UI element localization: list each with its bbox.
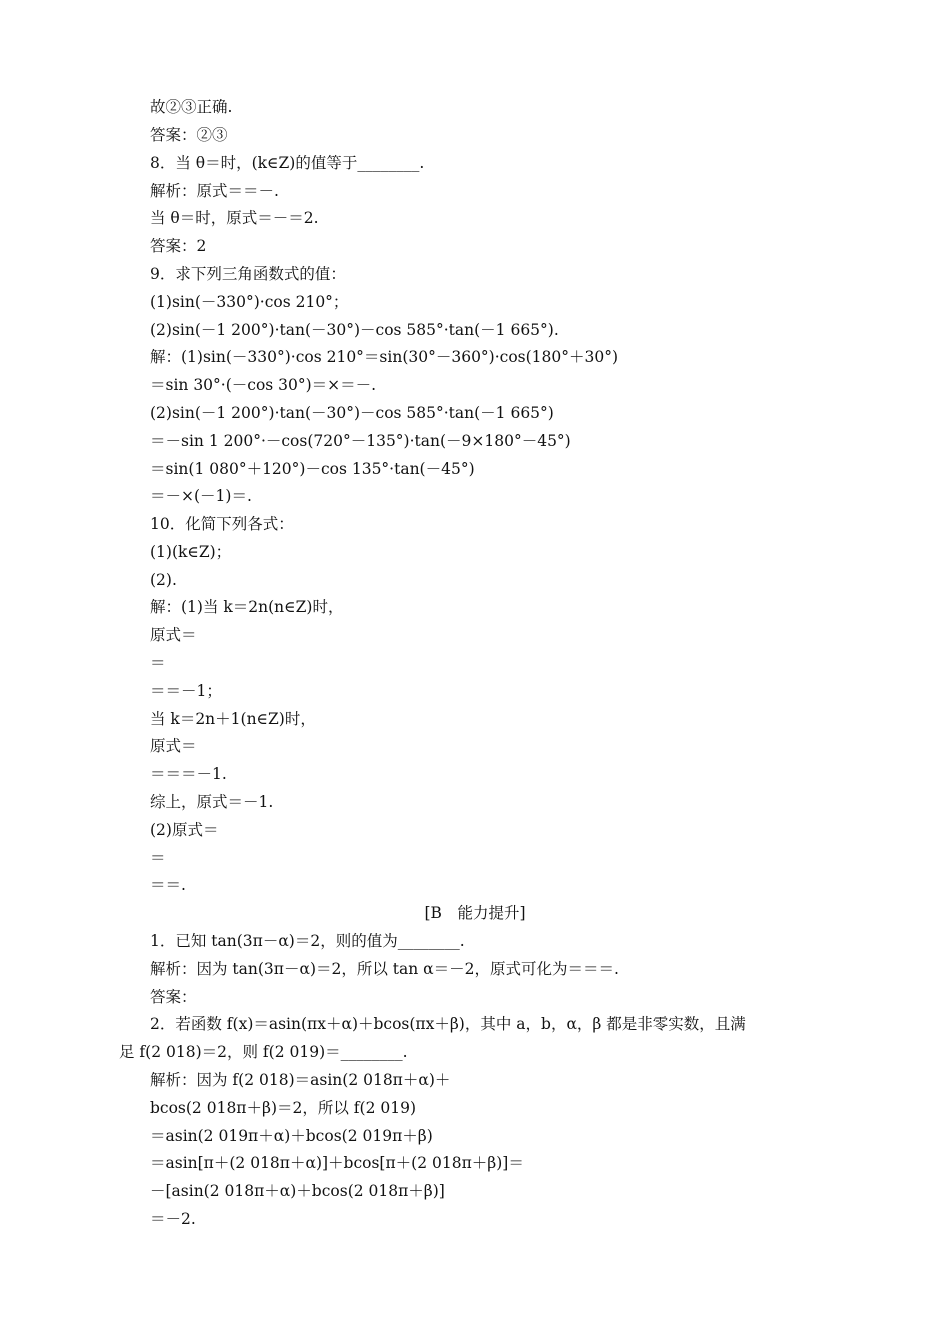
text-line: (1)(k∈Z)； xyxy=(150,543,232,561)
text-line: 答案： xyxy=(150,988,197,1006)
text-line: (2)sin(－1 200°)·tan(－30°)－cos 585°·tan(－1 665°). xyxy=(150,321,559,339)
text-line: 当 k＝2n＋1(n∈Z)时， xyxy=(150,710,316,728)
text-line: 综上，原式＝－1. xyxy=(150,793,274,811)
text-line: ＝＝. xyxy=(150,876,186,894)
text-line: －[asin(2 018π＋α)＋bcos(2 018π＋β)] xyxy=(150,1182,445,1200)
text-line: 足 f(2 018)＝2，则 f(2 019)＝________. xyxy=(119,1043,408,1061)
text-line: 原式＝ xyxy=(150,626,197,644)
text-line: 故②③正确. xyxy=(150,98,233,116)
text-line: 解析：因为 f(2 018)＝asin(2 018π＋α)＋ xyxy=(150,1071,451,1089)
text-line: 答案：②③ xyxy=(150,126,228,144)
text-line: ＝sin 30°·(－cos 30°)＝×＝－. xyxy=(150,376,377,394)
text-line: 2．若函数 f(x)＝asin(πx＋α)＋bcos(πx＋β)，其中 a，b，α，β 都是非零实数，且满 xyxy=(150,1015,746,1033)
text-line: 8．当 θ＝时，(k∈Z)的值等于________. xyxy=(150,154,425,172)
text-line: bcos(2 018π＋β)＝2，所以 f(2 019) xyxy=(150,1099,416,1117)
text-line: 解：(1)sin(－330°)·cos 210°＝sin(30°－360°)·cos(180°＋30°) xyxy=(150,348,619,366)
text-line: 当 θ＝时，原式＝－＝2. xyxy=(150,209,319,227)
text-line: (2)原式＝ xyxy=(150,821,219,839)
text-line: ＝－×(－1)＝. xyxy=(150,487,252,505)
text-line: 原式＝ xyxy=(150,737,197,755)
text-line: ＝＝＝－1. xyxy=(150,765,227,783)
text-line: ＝－2. xyxy=(150,1210,196,1228)
text-line: ＝sin(1 080°＋120°)－cos 135°·tan(－45°) xyxy=(150,460,475,478)
text-line: ＝asin[π＋(2 018π＋α)]＋bcos[π＋(2 018π＋β)]＝ xyxy=(150,1154,524,1172)
text-line: (1)sin(－330°)·cos 210°； xyxy=(150,293,349,311)
section-heading: [B 能力提升] xyxy=(424,904,526,922)
text-line: ＝ xyxy=(150,849,166,867)
text-line: ＝－sin 1 200°·－cos(720°－135°)·tan(－9×180°－45°) xyxy=(150,432,571,450)
text-line: 9．求下列三角函数式的值： xyxy=(150,265,346,283)
text-line: 解析：原式＝＝－. xyxy=(150,182,279,200)
text-line: ＝＝－1； xyxy=(150,682,222,700)
text-line: ＝asin(2 019π＋α)＋bcos(2 019π＋β) xyxy=(150,1127,433,1145)
text-line: 解析：因为 tan(3π－α)＝2，所以 tan α＝－2，原式可化为＝＝＝. xyxy=(150,960,619,978)
text-line: (2). xyxy=(150,571,177,589)
text-line: (2)sin(－1 200°)·tan(－30°)－cos 585°·tan(－1 665°) xyxy=(150,404,554,422)
text-line: 1．已知 tan(3π－α)＝2，则的值为________. xyxy=(150,932,465,950)
text-line: 答案：2 xyxy=(150,237,207,255)
text-line: 解：(1)当 k＝2n(n∈Z)时， xyxy=(150,598,344,616)
text-line: 10．化简下列各式： xyxy=(150,515,294,533)
text-line: ＝ xyxy=(150,654,166,672)
